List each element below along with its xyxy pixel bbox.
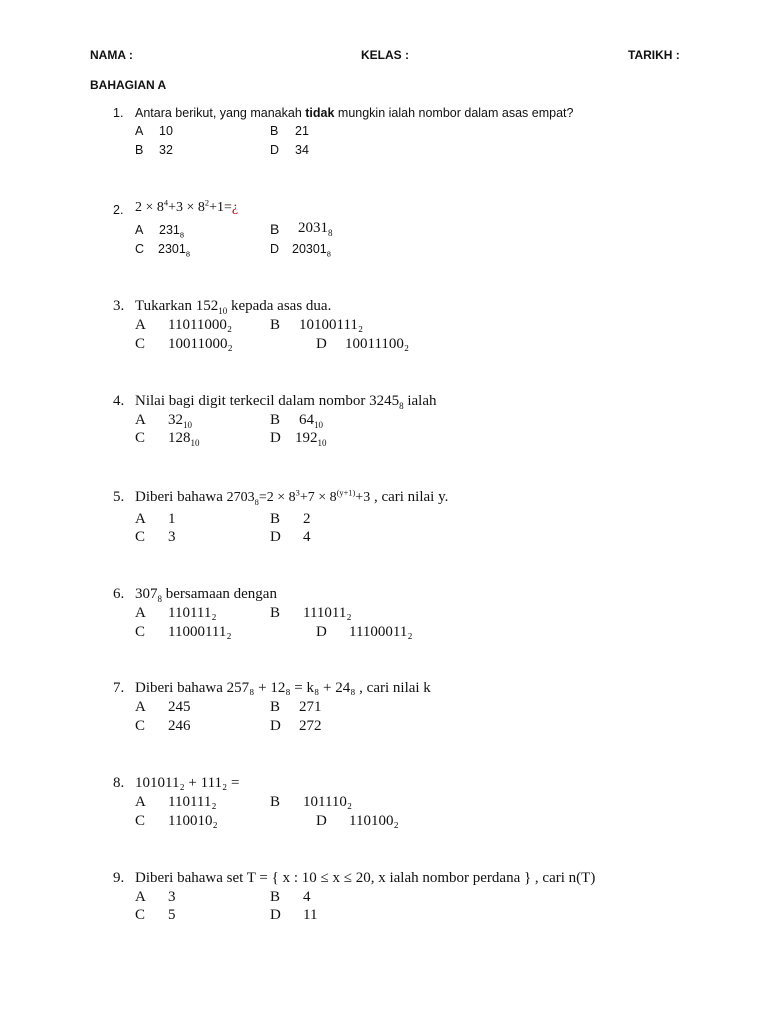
question-text-emphasis: tidak bbox=[305, 106, 335, 120]
option-letter: B bbox=[270, 699, 281, 715]
option-value: 10011000₂ bbox=[168, 336, 233, 352]
question-text bbox=[135, 489, 448, 506]
expr-question-mark: ¿ bbox=[231, 200, 239, 215]
option-letter: A bbox=[135, 605, 146, 621]
option-value bbox=[158, 242, 190, 259]
question-text: 101011₂ + 111₂ = bbox=[135, 775, 240, 791]
expr-exponent: 3 bbox=[295, 488, 300, 498]
option-letter: B bbox=[270, 124, 279, 138]
option-value: 110111₂ bbox=[168, 605, 217, 621]
option-base: 20301 bbox=[292, 242, 327, 256]
expr-subscript: 8 bbox=[254, 497, 259, 507]
question-number: 7. bbox=[113, 680, 125, 696]
option-base: 192 bbox=[295, 430, 318, 446]
option-subscript: 10 bbox=[183, 420, 192, 430]
option-value: 110111₂ bbox=[168, 794, 217, 810]
question-text bbox=[135, 586, 277, 603]
option-value bbox=[168, 412, 192, 429]
expr-part: 2 × 8 bbox=[135, 200, 164, 215]
option-letter: C bbox=[135, 242, 145, 256]
expr-part: +1= bbox=[209, 200, 232, 215]
option-value: 111011₂ bbox=[303, 605, 352, 621]
option-letter: D bbox=[270, 718, 281, 734]
option-letter: B bbox=[270, 511, 281, 527]
option-letter: B bbox=[270, 412, 281, 428]
option-value: 10100111₂ bbox=[299, 317, 364, 333]
question-text bbox=[135, 106, 573, 120]
option-letter: A bbox=[135, 124, 144, 138]
option-letter: B bbox=[270, 605, 281, 621]
question-text-part: 307 bbox=[135, 586, 158, 602]
option-letter: B bbox=[270, 794, 281, 810]
question-subscript: 8 bbox=[399, 401, 404, 411]
option-letter: A bbox=[135, 794, 146, 810]
option-subscript: 8 bbox=[326, 249, 331, 259]
option-value: 34 bbox=[295, 143, 309, 157]
option-value: 4 bbox=[303, 889, 311, 905]
option-letter: C bbox=[135, 813, 146, 829]
option-value bbox=[292, 242, 331, 259]
question-text-part: kepada asas dua. bbox=[227, 298, 332, 314]
option-letter: D bbox=[316, 624, 327, 640]
option-subscript: 10 bbox=[314, 420, 323, 430]
option-value: 1 bbox=[168, 511, 176, 527]
expr-exponent: 4 bbox=[163, 198, 169, 208]
option-letter: D bbox=[270, 907, 281, 923]
option-subscript: 10 bbox=[190, 438, 200, 448]
option-value bbox=[295, 430, 327, 447]
option-base: 231 bbox=[159, 223, 180, 237]
option-value: 5 bbox=[168, 907, 176, 923]
question-text-part: Tukarkan 152 bbox=[135, 298, 219, 314]
option-value: 10011100₂ bbox=[345, 336, 410, 352]
expr-part: +7 × 8 bbox=[299, 490, 337, 505]
option-value: 11000111₂ bbox=[168, 624, 232, 640]
option-base: 32 bbox=[168, 412, 183, 428]
option-value: 21 bbox=[295, 124, 309, 138]
question-text: Diberi bahawa 257₈ + 12₈ = k₈ + 24₈ , cari nilai k bbox=[135, 680, 431, 696]
option-value: 110010₂ bbox=[168, 813, 218, 829]
question-expression bbox=[135, 200, 238, 216]
question-number: 5. bbox=[113, 489, 125, 505]
option-value: 101110₂ bbox=[303, 794, 353, 810]
option-value: 3 bbox=[168, 889, 176, 905]
expr-part: +3 × 8 bbox=[168, 200, 205, 215]
expr-part: =2 × 8 bbox=[258, 490, 296, 505]
option-letter: D bbox=[316, 336, 327, 352]
question-text bbox=[135, 393, 437, 410]
option-value: 272 bbox=[299, 718, 322, 734]
question-text: Diberi bahawa set T = { x : 10 ≤ x ≤ 20, x ialah nombor perdana } , cari n(T) bbox=[135, 870, 596, 886]
option-value: 10 bbox=[159, 124, 173, 138]
option-value bbox=[298, 220, 333, 237]
option-letter: C bbox=[135, 430, 146, 446]
question-text-part: Nilai bagi digit terkecil dalam nombor 3245 bbox=[135, 393, 400, 409]
question-text-part: Diberi bahawa bbox=[135, 489, 227, 505]
option-value: 11011000₂ bbox=[168, 317, 233, 333]
question-number: 3. bbox=[113, 298, 125, 314]
option-value: 4 bbox=[303, 529, 311, 545]
option-value: 271 bbox=[299, 699, 322, 715]
option-letter: A bbox=[135, 412, 146, 428]
option-subscript: 8 bbox=[179, 230, 185, 240]
option-value: 32 bbox=[159, 143, 173, 157]
question-expression bbox=[227, 490, 371, 505]
option-letter: D bbox=[316, 813, 327, 829]
option-base: 128 bbox=[168, 430, 191, 446]
option-value bbox=[168, 430, 200, 447]
option-letter: D bbox=[270, 529, 281, 545]
question-subscript: 10 bbox=[218, 306, 228, 316]
question-text bbox=[135, 298, 331, 315]
option-letter: B bbox=[270, 889, 281, 905]
expr-part: 2703 bbox=[226, 490, 255, 505]
option-letter: A bbox=[135, 317, 146, 333]
expr-exponent: 2 bbox=[204, 198, 210, 208]
option-value: 245 bbox=[168, 699, 191, 715]
option-value: 11100011₂ bbox=[349, 624, 413, 640]
option-letter: C bbox=[135, 529, 146, 545]
option-letter: C bbox=[135, 624, 146, 640]
option-letter: A bbox=[135, 223, 144, 237]
option-letter: B bbox=[270, 221, 280, 237]
tarikh-label: TARIKH : bbox=[628, 48, 680, 62]
nama-label: NAMA : bbox=[90, 48, 133, 62]
option-base: 64 bbox=[299, 412, 314, 428]
question-number: 2. bbox=[113, 203, 124, 217]
option-letter: A bbox=[135, 511, 146, 527]
question-subscript: 8 bbox=[157, 594, 162, 604]
kelas-label: KELAS : bbox=[361, 48, 409, 62]
question-text-part: ialah bbox=[403, 393, 437, 409]
option-letter: A bbox=[135, 699, 146, 715]
option-value: 2 bbox=[303, 511, 311, 527]
question-number: 6. bbox=[113, 586, 125, 602]
option-letter: D bbox=[270, 143, 280, 157]
option-base: 2301 bbox=[158, 242, 186, 256]
expr-part: +3 bbox=[355, 490, 371, 505]
option-value: 3 bbox=[168, 529, 176, 545]
question-number: 4. bbox=[113, 393, 125, 409]
question-text-part: , cari nilai y. bbox=[370, 489, 449, 505]
question-number: 9. bbox=[113, 870, 125, 886]
option-value: 246 bbox=[168, 718, 191, 734]
option-letter: C bbox=[135, 718, 146, 734]
question-number: 1. bbox=[113, 106, 124, 120]
question-text-part: Antara berikut, yang manakah bbox=[135, 106, 306, 120]
option-value bbox=[159, 223, 185, 240]
question-text-part: bersamaan dengan bbox=[162, 586, 277, 602]
question-text-part: mungkin ialah nombor dalam asas empat? bbox=[334, 106, 574, 120]
option-letter: C bbox=[135, 907, 146, 923]
option-letter: C bbox=[135, 336, 146, 352]
option-letter: D bbox=[270, 242, 280, 256]
expr-exponent: (y+1) bbox=[336, 488, 356, 498]
option-subscript: 8 bbox=[328, 228, 333, 238]
option-subscript: 8 bbox=[185, 249, 190, 259]
option-letter: B bbox=[135, 143, 144, 157]
question-number: 8. bbox=[113, 775, 125, 791]
option-letter: B bbox=[270, 317, 281, 333]
option-value: 11 bbox=[303, 907, 318, 923]
section-title: BAHAGIAN A bbox=[90, 78, 167, 92]
option-base: 2031 bbox=[298, 220, 328, 236]
option-subscript: 10 bbox=[317, 438, 327, 448]
option-value bbox=[299, 412, 323, 429]
option-letter: D bbox=[270, 430, 281, 446]
option-letter: A bbox=[135, 889, 146, 905]
option-value: 110100₂ bbox=[349, 813, 399, 829]
